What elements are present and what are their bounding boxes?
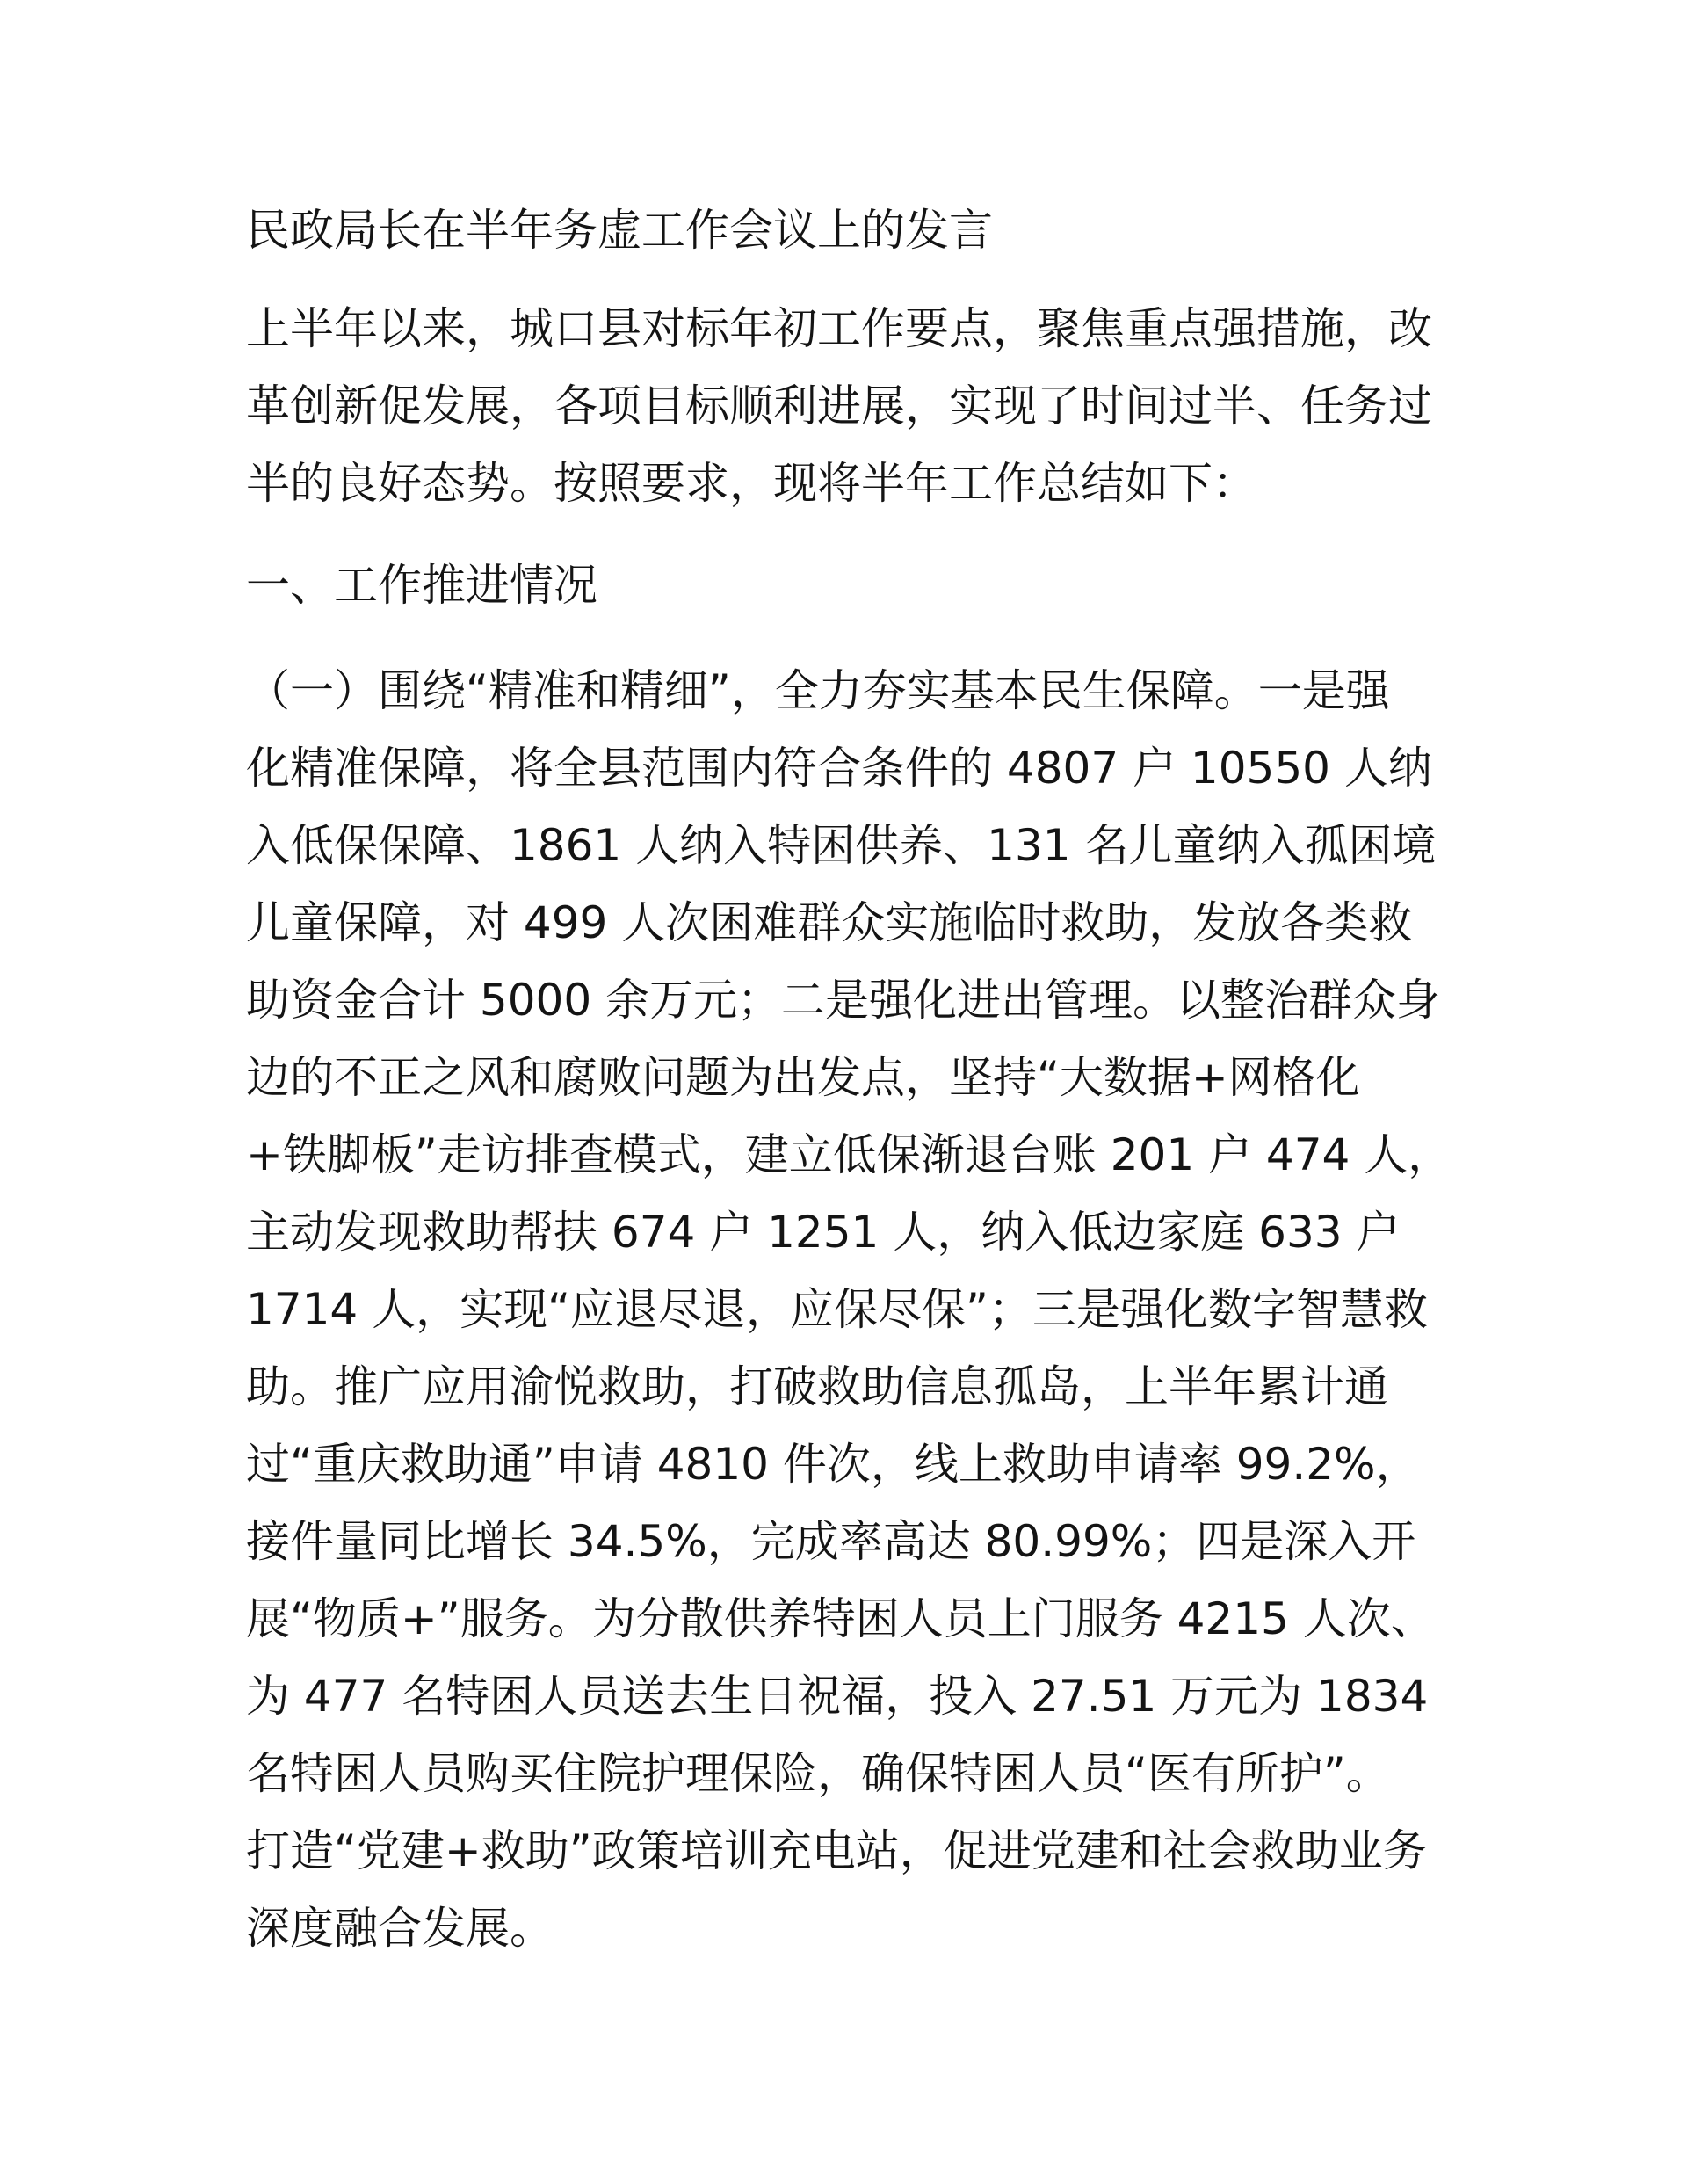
- body-line: 助。推广应用渝悦救助，打破救助信息孤岛，上半年累计通: [246, 1361, 1388, 1412]
- body-paragraph: [246, 652, 1452, 1967]
- body-line: 打造“党建+救助”政策培训充电站，促进党建和社会救助业务: [246, 1825, 1427, 1876]
- body-line: 名特困人员购买住院护理保险，确保特困人员“医有所护”。: [246, 1748, 1390, 1799]
- section-heading: 一、工作推进情况: [246, 560, 597, 611]
- body-line: 过“重庆救助通”申请 4810 件次，线上救助申请率 99.2%，: [246, 1439, 1420, 1490]
- intro-line: 半的良好态势。按照要求，现将半年工作总结如下：: [246, 458, 1256, 509]
- body-line: 儿童保障，对 499 人次困难群众实施临时救助，发放各类救: [246, 897, 1413, 948]
- body-line: 深度融合发展。: [246, 1903, 554, 1954]
- section-heading-block: [246, 547, 1441, 624]
- intro-line: 上半年以来，城口县对标年初工作要点，聚焦重点强措施，改: [246, 303, 1432, 354]
- body-line: 入低保保障、1861 人纳入特困供养、131 名儿童纳入孤困境: [246, 820, 1437, 871]
- body-line: （一）围绕“精准和精细”，全力夯实基本民生保障。一是强: [246, 665, 1390, 716]
- body-line: +铁脚板”走访排查模式，建立低保渐退台账 201 户 474 人，: [246, 1129, 1452, 1180]
- body-line: 助资金合计 5000 余万元；二是强化进出管理。以整治群众身: [246, 975, 1441, 1026]
- body-line: 接件量同比增长 34.5%，完成率高达 80.99%；四是深入开: [246, 1516, 1416, 1567]
- body-line: 1714 人，实现“应退尽退，应保尽保”；三是强化数字智慧救: [246, 1284, 1428, 1335]
- intro-paragraph: [246, 290, 1441, 522]
- document-title-block: [246, 192, 1441, 269]
- body-line: 主动发现救助帮扶 674 户 1251 人，纳入低边家庭 633 户: [246, 1207, 1401, 1258]
- body-line: 边的不正之风和腐败问题为出发点，坚持“大数据+网格化: [246, 1052, 1360, 1103]
- body-line: 为 477 名特困人员送去生日祝福，投入 27.51 万元为 1834: [246, 1671, 1429, 1722]
- intro-line: 革创新促发展，各项目标顺利进展，实现了时间过半、任务过: [246, 381, 1432, 432]
- body-line: 展“物质+”服务。为分散供养特困人员上门服务 4215 人次、: [246, 1593, 1435, 1644]
- body-line: 化精准保障，将全县范围内符合条件的 4807 户 10550 人纳: [246, 743, 1432, 794]
- document-title: 民政局长在半年务虚工作会议上的发言: [246, 205, 993, 256]
